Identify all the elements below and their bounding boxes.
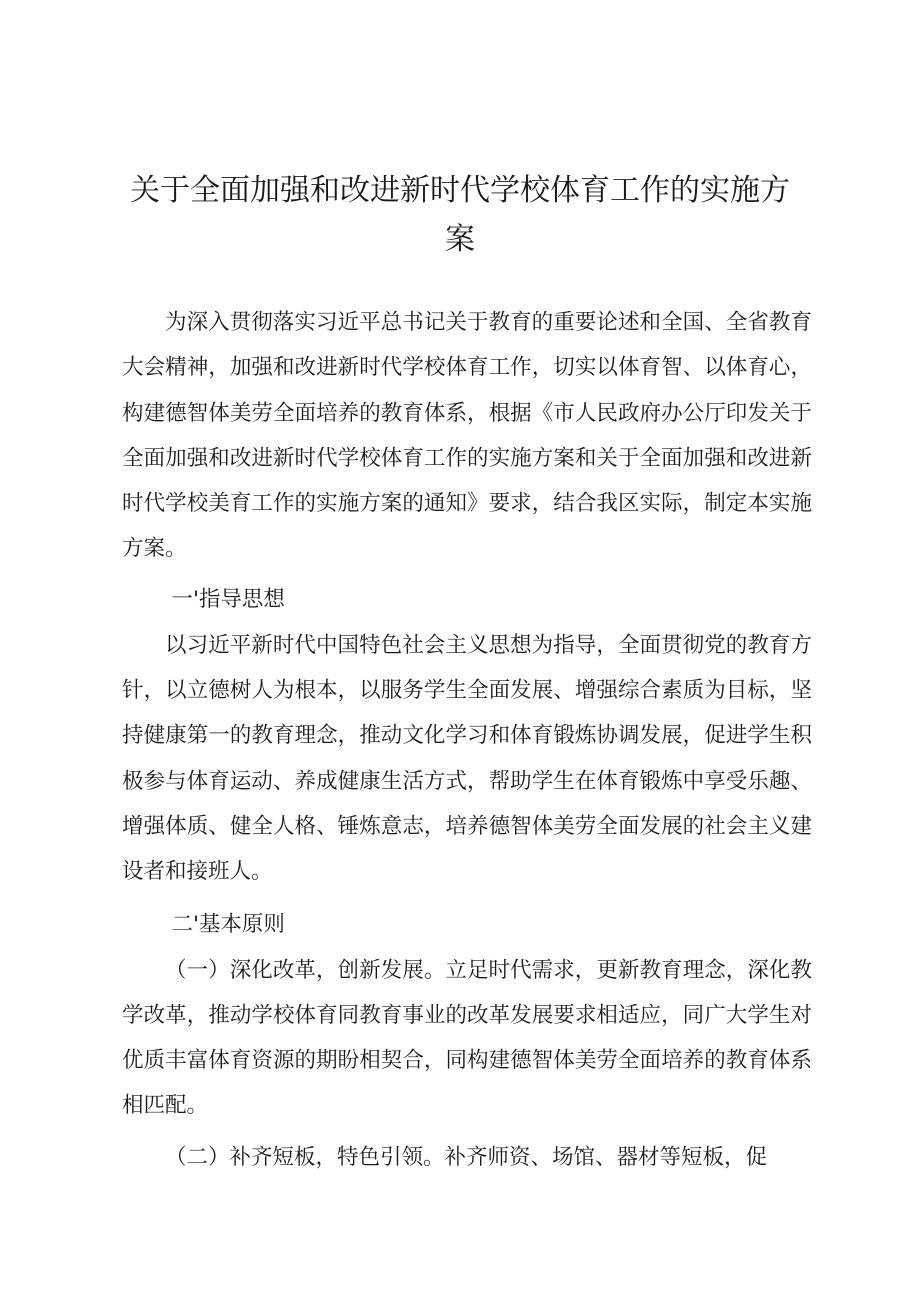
paragraph-principle-2: （二）补齐短板，特色引领。补齐师资、场馆、器材等短板，促: [165, 1144, 768, 1170]
document-body: [122, 300, 812, 1180]
paragraph-intro: 为深入贯彻落实习近平总书记关于教育的重要论述和全国、全省教育大会精神，加强和改进新时代学校体育工作，切实以体育智、以体育心，构建德智体美劳全面培养的教育体系，根据《市人民政府办公厅印发关于全面加强和改进新时代学校体育工作的实施方案和关于全面加强和改进新时代学校美育工作的实施方案的通知》要求，结合我区实际，制定本实施方案。: [122, 310, 812, 562]
section-heading-basic-principles: 二'基本原则: [171, 911, 285, 937]
section-heading-guiding-ideology: 一'指导思想: [171, 586, 285, 612]
document-title: 关于全面加强和改进新时代学校体育工作的实施方案: [130, 173, 790, 257]
paragraph-guiding-ideology: 以习近平新时代中国特色社会主义思想为指导，全面贯彻党的教育方针，以立德树人为根本，以服务学生全面发展、增强综合素质为目标，坚持健康第一的教育理念，推动文化学习和体育锻炼协调发展，促进学生积极参与体育运动、养成健康生活方式，帮助学生在体育锻炼中享受乐趣、增强体质、健全人格、锤炼意志，培养德智体美劳全面发展的社会主义建设者和接班人。: [122, 632, 812, 885]
paragraph-principle-1: （一）深化改革，创新发展。立足时代需求，更新教育理念，深化教学改革，推动学校体育同教育事业的改革发展要求相适应，同广大学生对优质丰富体育资源的期盼相契合，同构建德智体美劳全面培养的教育体系相匹配。: [122, 957, 812, 1119]
